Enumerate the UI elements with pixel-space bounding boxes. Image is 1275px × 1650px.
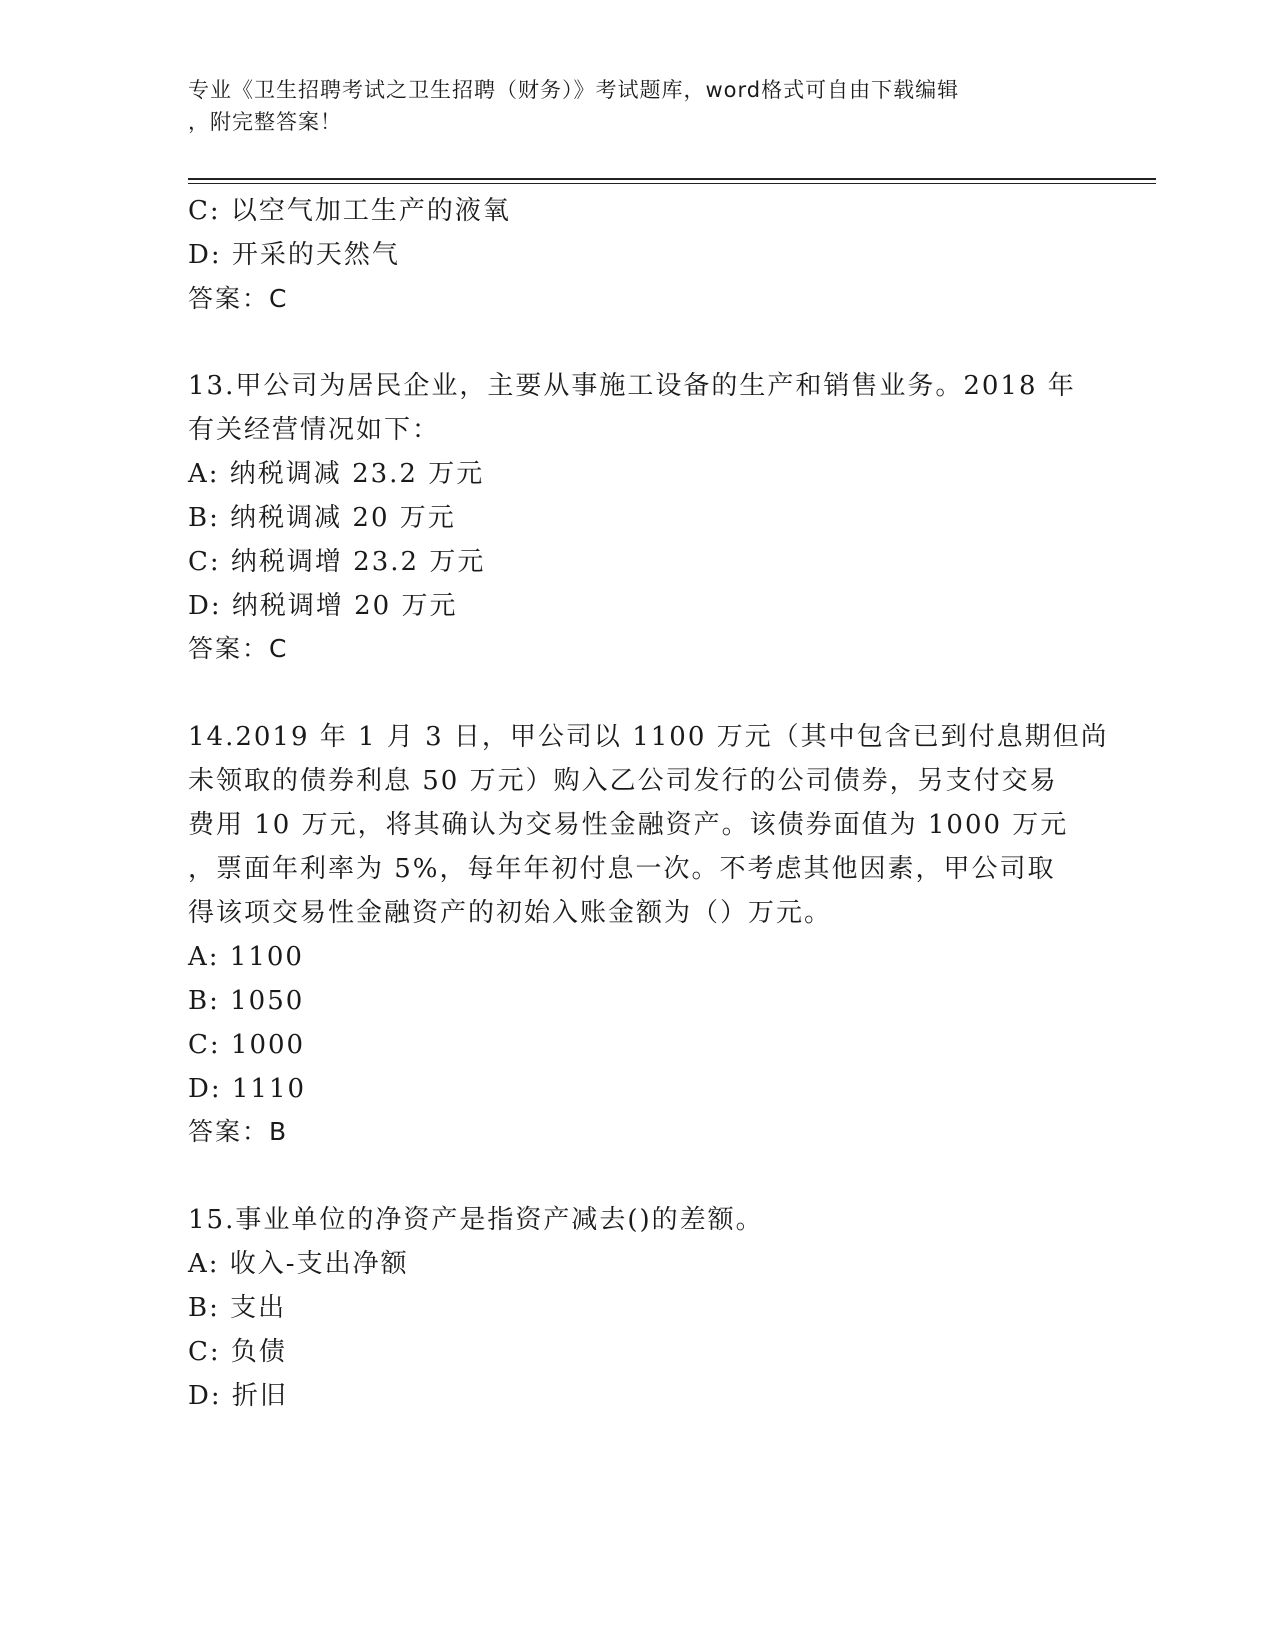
q12-answer: 答案：C	[188, 284, 289, 313]
q14-option-a: A: 1100	[188, 942, 304, 972]
q14-option-c: C: 1000	[188, 1030, 306, 1060]
q15-option-d: D: 折旧	[188, 1381, 288, 1411]
q13-stem-line-1: 13.甲公司为居民企业，主要从事施工设备的生产和销售业务。2018 年	[188, 371, 1076, 401]
q14-stem-line-1: 14.2019 年 1 月 3 日，甲公司以 1100 万元（其中包含已到付息期但尚	[188, 722, 1109, 752]
q15-option-a: A: 收入-支出净额	[188, 1249, 409, 1279]
q13-option-d: D: 纳税调增 20 万元	[188, 591, 458, 621]
q14-option-d: D: 1110	[188, 1074, 307, 1104]
q14-option-b: B: 1050	[188, 986, 305, 1016]
q14-answer: 答案：B	[188, 1117, 289, 1146]
header-divider-thick	[188, 178, 1156, 180]
q12-option-c: C: 以空气加工生产的液氧	[188, 196, 511, 226]
q15-option-c: C: 负债	[188, 1337, 287, 1367]
q14-stem-line-4: ，票面年利率为 5%，每年年初付息一次。不考虑其他因素，甲公司取	[188, 854, 1056, 884]
q15-option-b: B: 支出	[188, 1293, 287, 1323]
q13-answer: 答案：C	[188, 634, 289, 663]
header-divider-thin	[188, 183, 1156, 184]
q13-option-c: C: 纳税调增 23.2 万元	[188, 547, 486, 577]
q13-stem-line-2: 有关经营情况如下：	[188, 415, 441, 445]
header-line-2: ，附完整答案！	[188, 110, 342, 134]
q13-option-b: B: 纳税调减 20 万元	[188, 503, 456, 533]
document-header	[188, 74, 1068, 138]
q13-option-a: A: 纳税调减 23.2 万元	[188, 459, 485, 489]
q14-stem-line-2: 未领取的债券利息 50 万元）购入乙公司发行的公司债券，另支付交易	[188, 766, 1058, 796]
q12-option-d: D: 开采的天然气	[188, 240, 400, 270]
q15-stem-line-1: 15.事业单位的净资产是指资产减去()的差额。	[188, 1205, 764, 1235]
q14-stem-line-3: 费用 10 万元，将其确认为交易性金融资产。该债券面值为 1000 万元	[188, 810, 1069, 840]
q14-stem-line-5: 得该项交易性金融资产的初始入账金额为（）万元。	[188, 898, 833, 928]
header-line-1: 专业《卫生招聘考试之卫生招聘（财务）》考试题库，word格式可自由下载编辑	[188, 78, 960, 102]
